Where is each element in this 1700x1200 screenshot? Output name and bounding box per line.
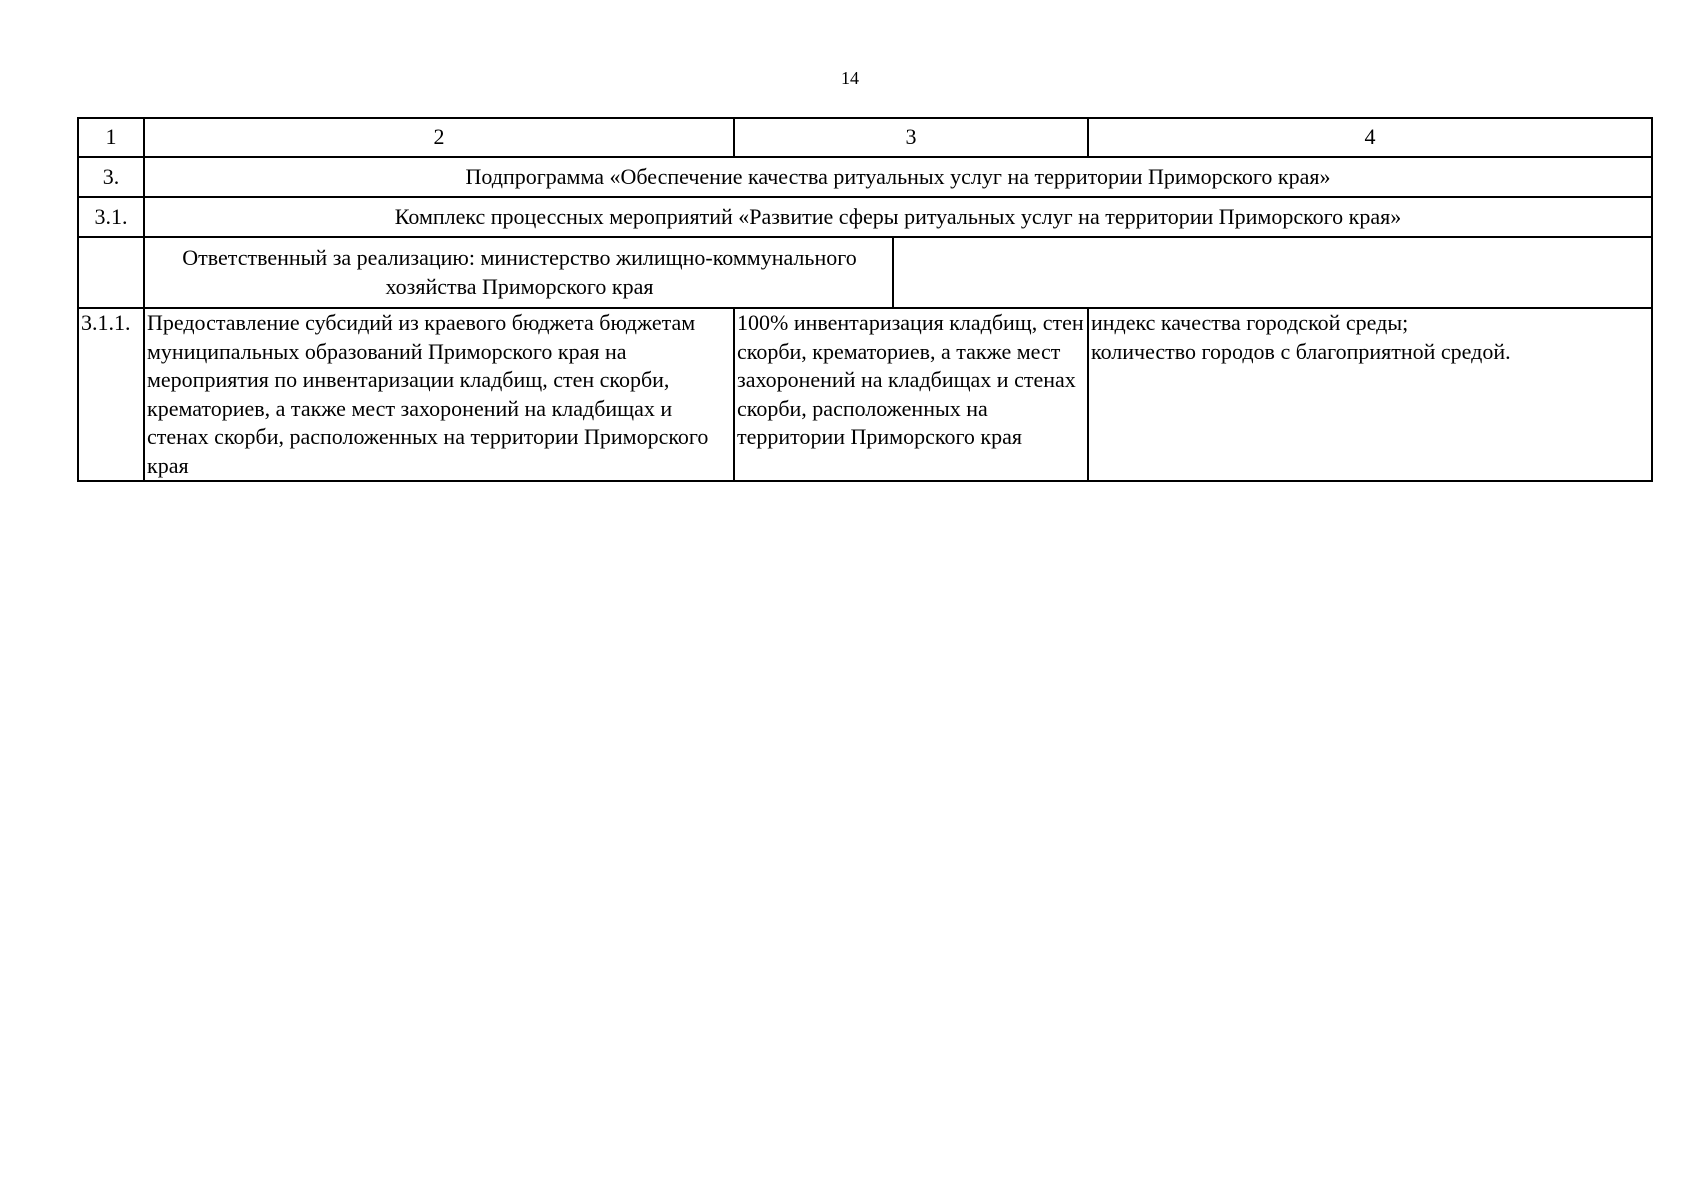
table-header-row xyxy=(78,118,1652,157)
responsible-text: Ответственный за реализацию: министерство жилищно-коммунального хозяйства Приморского края xyxy=(147,238,894,307)
header-cell-4: 4 xyxy=(1088,118,1652,157)
subprogram-row xyxy=(78,157,1652,197)
complex-number: 3.1. xyxy=(78,197,144,237)
responsible-row xyxy=(78,237,1652,308)
responsible-empty xyxy=(894,238,1649,307)
complex-title: Комплекс процессных мероприятий «Развитие сферы ритуальных услуг на территории Приморского края» xyxy=(144,197,1652,237)
table-row xyxy=(78,308,1652,481)
header-cell-2: 2 xyxy=(144,118,734,157)
header-cell-1: 1 xyxy=(78,118,144,157)
subprogram-title: Подпрограмма «Обеспечение качества ритуальных услуг на территории Приморского края» xyxy=(144,157,1652,197)
page-number: 14 xyxy=(841,68,859,88)
item-indicators xyxy=(1088,308,1652,481)
complex-row xyxy=(78,197,1652,237)
item-result: 100% инвентаризация кладбищ, стен скорби, крематориев, а также мест захоронений на кладбищах и стенах скорби, расположенных на территории Приморского края xyxy=(734,308,1088,481)
indicators-table xyxy=(77,117,1653,482)
header-cell-3: 3 xyxy=(734,118,1088,157)
subprogram-number: 3. xyxy=(78,157,144,197)
responsible-number xyxy=(78,237,144,308)
indicator-line: индекс качества городской среды; xyxy=(1091,310,1409,335)
item-description: Предоставление субсидий из краевого бюджета бюджетам муниципальных образований Приморского края на мероприятия по инвентаризации кладбищ, стен скорби, крематориев, а также мест захоронений на кладбищах и стенах скорби, расположенных на территории Приморского края xyxy=(144,308,734,481)
item-number: 3.1.1. xyxy=(78,308,144,481)
responsible-cell xyxy=(144,237,1652,308)
indicator-line: количество городов с благоприятной средой. xyxy=(1091,338,1511,364)
